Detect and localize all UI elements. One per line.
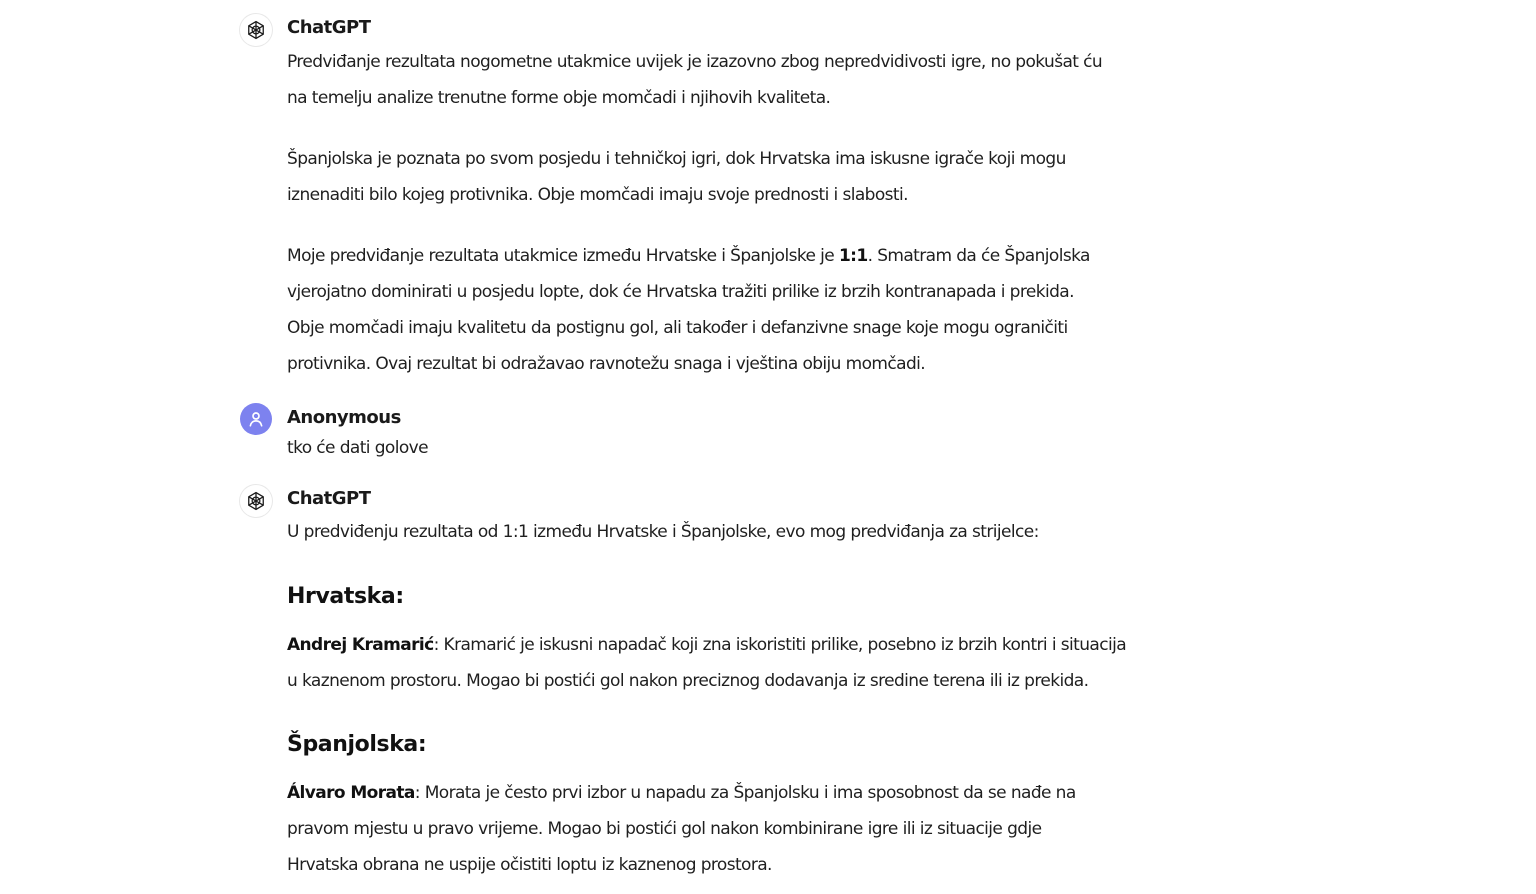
section-heading-croatia: Hrvatska: <box>287 584 404 609</box>
chatgpt-avatar <box>240 485 272 517</box>
openai-logo-icon <box>245 490 267 512</box>
scorer-paragraph-line: Hrvatska obrana ne uspije očistiti loptu iz kaznenog prostora. <box>287 855 772 875</box>
message-paragraph-line: Predviđanje rezultata nogometne utakmice uvijek je izazovno zbog nepredvidivosti igre, no pokušat ću <box>287 52 1103 72</box>
message-paragraph-line: vjerojatno dominirati u posjedu lopte, dok će Hrvatska tražiti prilike iz brzih kontranapada i prekida. <box>287 282 1074 302</box>
scorer-paragraph-line <box>287 627 1126 663</box>
player-name: Andrej Kramarić <box>287 635 434 655</box>
message-author: Anonymous <box>287 407 401 428</box>
text-run: : Kramarić je iskusni napadač koji zna iskoristiti prilike, posebno iz brzih kontri i situacija <box>433 635 1127 655</box>
message-paragraph-line <box>287 238 1090 274</box>
scorer-paragraph-line: u kaznenom prostoru. Mogao bi postići gol nakon preciznog dodavanja iz sredine terena ili iz prekida. <box>287 671 1089 691</box>
text-run: . Smatram da će Španjolska <box>867 246 1090 266</box>
user-avatar <box>240 403 272 435</box>
user-message-text: tko će dati golove <box>287 438 428 458</box>
message-intro: U predviđenju rezultata od 1:1 između Hrvatske i Španjolske, evo mog predviđanja za strijelce: <box>287 522 1039 542</box>
message-paragraph-line: na temelju analize trenutne forme obje momčadi i njihovih kvaliteta. <box>287 88 831 108</box>
message-paragraph-line: iznenaditi bilo kojeg protivnika. Obje momčadi imaju svoje prednosti i slabosti. <box>287 185 908 205</box>
player-name: Álvaro Morata <box>287 783 415 803</box>
message-paragraph-line: protivnika. Ovaj rezultat bi odražavao ravnotežu snaga i vještina obiju momčadi. <box>287 354 926 374</box>
predicted-score: 1:1 <box>838 246 868 266</box>
message-author: ChatGPT <box>287 17 371 38</box>
message-paragraph-line: Španjolska je poznata po svom posjedu i tehničkoj igri, dok Hrvatska ima iskusne igrače koji mogu <box>287 149 1066 169</box>
text-run: Moje predviđanje rezultata utakmice između Hrvatske i Španjolske je <box>287 246 839 266</box>
message-paragraph-line: Obje momčadi imaju kvalitetu da postignu gol, ali također i defanzivne snage koje mogu ograničiti <box>287 318 1068 338</box>
message-author: ChatGPT <box>287 488 371 509</box>
text-run: : Morata je često prvi izbor u napadu za Španjolsku i ima sposobnost da se nađe na <box>414 783 1076 803</box>
scorer-paragraph-line: pravom mjestu u pravo vrijeme. Mogao bi postići gol nakon kombinirane igre ili iz situacije gdje <box>287 819 1042 839</box>
assistant-message <box>240 16 1287 40</box>
user-icon <box>247 410 265 428</box>
section-heading-spain: Španjolska: <box>287 732 427 757</box>
scorer-paragraph-line <box>287 775 1076 811</box>
